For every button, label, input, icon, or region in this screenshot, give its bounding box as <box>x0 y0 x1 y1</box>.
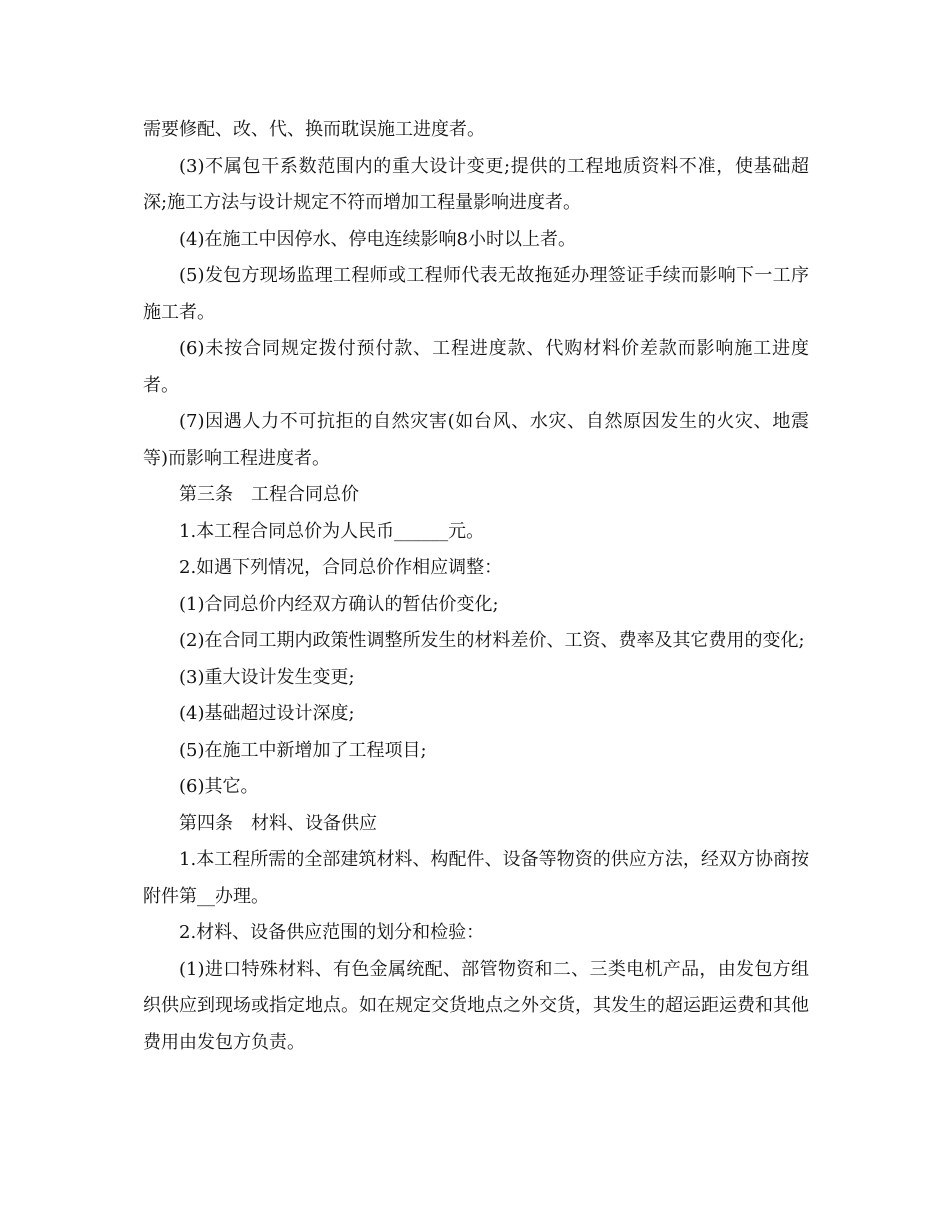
paragraph-price-adjustment: 2.如遇下列情况，合同总价作相应调整： <box>179 557 503 578</box>
paragraph-adjust-item-3: (3)重大设计发生变更; <box>179 666 355 688</box>
paragraph-adjust-item-5: (5)在施工中新增加了工程项目; <box>179 739 427 761</box>
section-heading-article-4: 第四条 材料、设备供应 <box>179 812 377 834</box>
paragraph-contract-price: 1.本工程合同总价为人民币______元。 <box>179 520 485 542</box>
section-heading-article-3: 第三条 工程合同总价 <box>179 484 359 505</box>
paragraph-adjust-item-1: (1)合同总价内经双方确认的暂估价变化; <box>179 593 499 615</box>
paragraph-supply-scope: 2.材料、设备供应范围的划分和检验： <box>179 922 485 943</box>
paragraph-supply-method: 1.本工程所需的全部建筑材料、构配件、设备等物资的供应方法，经双方协商按附件第__办理。 <box>143 849 809 907</box>
paragraph-adjust-item-2: (2)在合同工期内政策性调整所发生的材料差价、工资、费率及其它费用的变化; <box>179 630 805 651</box>
paragraph-clause-3: (3)不属包干系数范围内的重大设计变更;提供的工程地质资料不准，使基础超深;施工方法与设计规定不符而增加工程量影响进度者。 <box>143 155 809 213</box>
paragraph-clause-5: (5)发包方现场监理工程师或工程师代表无故拖延办理签证手续而影响下一工序施工者。 <box>143 265 809 323</box>
document-body <box>143 112 809 1061</box>
paragraph-supply-item-1: (1)进口特殊材料、有色金属统配、部管物资和二、三类电机产品，由发包方组织供应到现场或指定地点。如在规定交货地点之外交货，其发生的超运距运费和其他费用由发包方负责。 <box>143 958 809 1053</box>
paragraph-clause-4: (4)在施工中因停水、停电连续影响8小时以上者。 <box>179 228 576 250</box>
paragraph-continuation: 需要修配、改、代、换而耽误施工进度者。 <box>143 119 485 140</box>
paragraph-adjust-item-6: (6)其它。 <box>179 776 259 797</box>
paragraph-adjust-item-4: (4)基础超过设计深度; <box>179 703 355 724</box>
paragraph-clause-6: (6)未按合同规定拨付预付款、工程进度款、代购材料价差款而影响施工进度者。 <box>143 338 809 396</box>
paragraph-clause-7: (7)因遇人力不可抗拒的自然灾害(如台风、水灾、自然原因发生的火灾、地震等)而影响工程进度者。 <box>143 411 809 469</box>
